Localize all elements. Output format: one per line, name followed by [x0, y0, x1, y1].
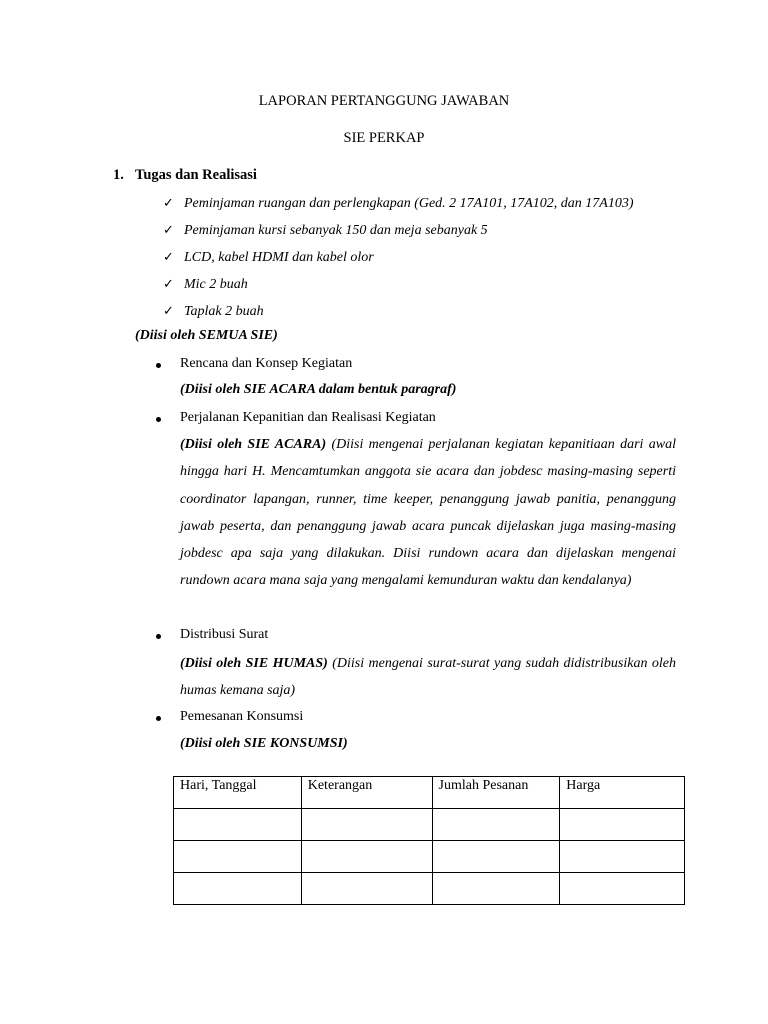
bullet-note — [180, 736, 348, 752]
section-heading — [113, 167, 257, 184]
bullet-note — [180, 382, 456, 398]
bullet-label: Perjalanan Kepanitian dan Realisasi Kegiatan — [180, 410, 436, 425]
bullet-note-bold: (Diisi oleh SIE ACARA dalam bentuk paragraf) — [180, 382, 457, 397]
bullet-item-distribusi — [180, 627, 268, 643]
table-cell — [432, 809, 560, 841]
bullet-note-paragraph — [180, 431, 676, 595]
fill-note-all-sie: (Diisi oleh SEMUA SIE) — [135, 328, 278, 343]
checklist-item: ✓ Mic 2 buah — [163, 273, 634, 300]
table-cell — [301, 841, 432, 873]
table-row — [174, 809, 685, 841]
bullet-dot-icon — [156, 417, 161, 422]
checklist-item: ✓ Taplak 2 buah — [163, 300, 634, 327]
table-cell — [301, 873, 432, 905]
document-title: LAPORAN PERTANGGUNG JAWABAN — [258, 93, 510, 109]
checkmark-icon: ✓ — [163, 195, 174, 210]
task-checklist — [163, 192, 634, 327]
bullet-note-bold: (Diisi oleh SIE ACARA) — [180, 437, 327, 452]
table-row — [174, 841, 685, 873]
section-title: Tugas dan Realisasi — [135, 167, 257, 183]
bullet-dot-icon — [156, 634, 161, 639]
bullet-item-rencana — [180, 356, 352, 372]
table-cell — [174, 873, 302, 905]
table-cell — [432, 873, 560, 905]
document-subtitle: SIE PERKAP — [343, 130, 425, 146]
table-header-cell: Jumlah Pesanan — [432, 777, 560, 809]
table-cell — [560, 841, 685, 873]
bullet-note-paragraph — [180, 650, 676, 705]
table-cell — [174, 841, 302, 873]
table-row — [174, 873, 685, 905]
bullet-note-bold: (Diisi oleh SIE KONSUMSI) — [180, 736, 348, 751]
table-header-cell: Harga — [560, 777, 685, 809]
bullet-label: Rencana dan Konsep Kegiatan — [180, 356, 353, 371]
table-cell — [560, 809, 685, 841]
table-header-row — [174, 777, 685, 809]
bullet-dot-icon — [156, 363, 161, 368]
konsumsi-table — [173, 776, 685, 905]
checkmark-icon: ✓ — [163, 303, 174, 318]
bullet-note-bold: (Diisi oleh SIE HUMAS) — [180, 656, 328, 671]
section-number: 1. — [113, 167, 124, 183]
bullet-note-text: (Diisi mengenai surat-surat yang sudah didistribusikan oleh humas kemana saja) — [180, 656, 676, 699]
checkmark-icon: ✓ — [163, 222, 174, 237]
table-cell — [560, 873, 685, 905]
checkmark-icon: ✓ — [163, 276, 174, 291]
table-header-cell: Hari, Tanggal — [174, 777, 302, 809]
checklist-item: ✓ Peminjaman ruangan dan perlengkapan (Ged. 2 17A101, 17A102, dan 17A103) — [163, 192, 634, 219]
bullet-label: Distribusi Surat — [180, 627, 269, 642]
checkmark-icon: ✓ — [163, 249, 174, 264]
bullet-item-konsumsi — [180, 709, 303, 725]
table-header-cell: Keterangan — [301, 777, 432, 809]
bullet-note-text: (Diisi mengenai perjalanan kegiatan kepanitiaan dari awal hingga hari H. Mencamtumkan anggota sie acara dan jobdesc masing-masing seperti coordinator lapangan, runner, time keeper, penanggung jawab panitia, penanggung jawab peserta, dan penanggung jawab acara puncak dijelaskan juga masing-masing jobdesc apa saja yang dilakukan. Diisi rundown acara dan dijelaskan mengenai rundown acara mana saja yang mengalami kemunduran waktu dan kendalanya) — [180, 437, 676, 589]
table-cell — [301, 809, 432, 841]
table-cell — [432, 841, 560, 873]
bullet-label: Pemesanan Konsumsi — [180, 709, 304, 724]
checklist-item: ✓ LCD, kabel HDMI dan kabel olor — [163, 246, 634, 273]
checklist-item: ✓ Peminjaman kursi sebanyak 150 dan meja sebanyak 5 — [163, 219, 634, 246]
bullet-dot-icon — [156, 716, 161, 721]
bullet-item-perjalanan — [180, 410, 436, 426]
table-cell — [174, 809, 302, 841]
